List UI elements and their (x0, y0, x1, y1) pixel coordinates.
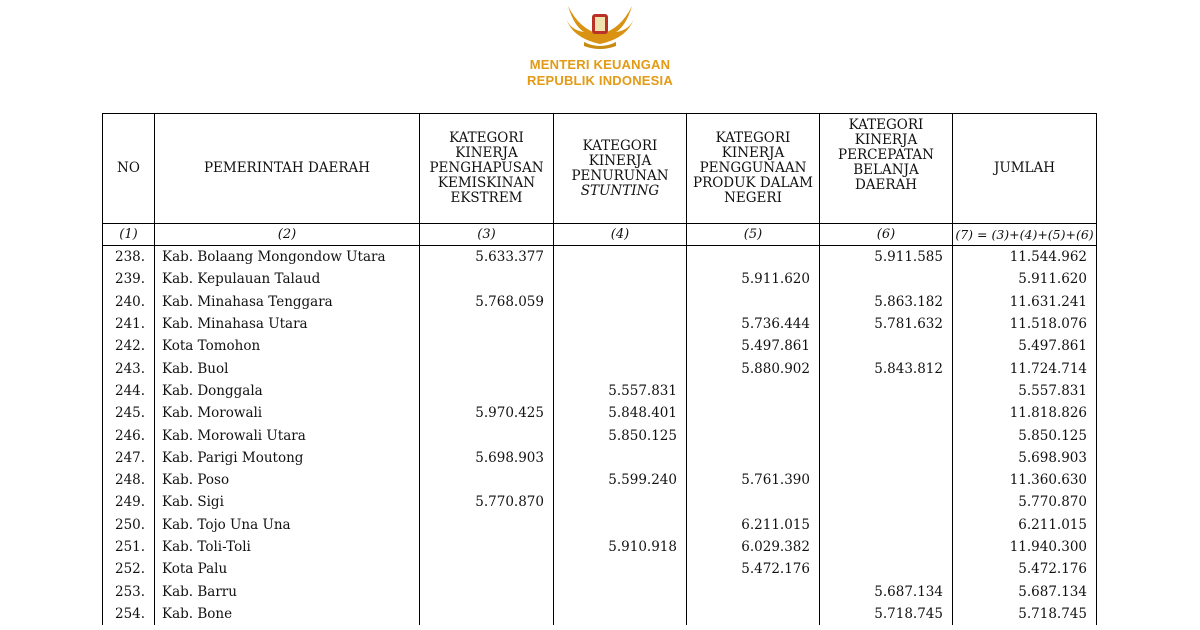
header-domestic-product: KATEGORI KINERJA PENGGUNAAN PRODUK DALAM NEGERI (687, 114, 820, 224)
cell-c6 (820, 469, 953, 491)
cell-total: 11.818.826 (953, 402, 1097, 424)
cell-c5: 5.736.444 (687, 313, 820, 335)
table-header-row (103, 114, 1097, 224)
cell-c5 (687, 580, 820, 602)
cell-c3 (420, 580, 554, 602)
column-index-row (103, 224, 1097, 246)
cell-no: 242. (103, 335, 155, 357)
header-poverty: KATEGORI KINERJA PENGHAPUSAN KEMISKINAN EKSTREM (420, 114, 554, 224)
cell-total: 5.911.620 (953, 268, 1097, 290)
cell-c5: 5.472.176 (687, 558, 820, 580)
table-row (103, 424, 1097, 446)
cell-c5 (687, 491, 820, 513)
cell-total: 5.850.125 (953, 424, 1097, 446)
cell-total: 5.557.831 (953, 380, 1097, 402)
cell-c3 (420, 469, 554, 491)
garuda-emblem-icon (560, 0, 640, 52)
table-row (103, 603, 1097, 625)
cell-c4: 5.848.401 (554, 402, 687, 424)
cell-c4 (554, 558, 687, 580)
cell-c4 (554, 514, 687, 536)
cell-no: 248. (103, 469, 155, 491)
table-row (103, 246, 1097, 269)
cell-c3: 5.698.903 (420, 447, 554, 469)
cell-c5: 5.497.861 (687, 335, 820, 357)
cell-c6: 5.781.632 (820, 313, 953, 335)
cell-no: 238. (103, 246, 155, 269)
header-total: JUMLAH (953, 114, 1097, 224)
cell-no: 240. (103, 291, 155, 313)
cell-name: Kab. Bone (155, 603, 420, 625)
cell-no: 245. (103, 402, 155, 424)
cell-no: 244. (103, 380, 155, 402)
table-row (103, 335, 1097, 357)
cell-c4: 5.557.831 (554, 380, 687, 402)
cell-no: 254. (103, 603, 155, 625)
cell-name: Kota Tomohon (155, 335, 420, 357)
cell-name: Kab. Donggala (155, 380, 420, 402)
cell-c3: 5.768.059 (420, 291, 554, 313)
cell-name: Kab. Buol (155, 357, 420, 379)
cell-total: 11.360.630 (953, 469, 1097, 491)
ministry-subtitle: REPUBLIK INDONESIA (527, 73, 673, 88)
cell-c3 (420, 558, 554, 580)
cell-total: 11.631.241 (953, 291, 1097, 313)
cell-name: Kab. Toli-Toli (155, 536, 420, 558)
index-cell: (1) (103, 224, 155, 246)
cell-c6: 5.718.745 (820, 603, 953, 625)
table-row (103, 402, 1097, 424)
cell-c3 (420, 357, 554, 379)
index-cell: (4) (554, 224, 687, 246)
cell-c6 (820, 491, 953, 513)
cell-c6 (820, 402, 953, 424)
cell-total: 11.518.076 (953, 313, 1097, 335)
index-cell: (3) (420, 224, 554, 246)
cell-c3 (420, 424, 554, 446)
header-spending: KATEGORI KINERJA PERCEPATAN BELANJA DAERAH (820, 114, 953, 224)
table-row (103, 536, 1097, 558)
table-row (103, 357, 1097, 379)
cell-total: 5.718.745 (953, 603, 1097, 625)
table-row (103, 380, 1097, 402)
cell-c5 (687, 603, 820, 625)
cell-c5: 5.761.390 (687, 469, 820, 491)
cell-name: Kab. Sigi (155, 491, 420, 513)
cell-c6 (820, 536, 953, 558)
cell-c6 (820, 514, 953, 536)
cell-total: 5.472.176 (953, 558, 1097, 580)
cell-c4: 5.850.125 (554, 424, 687, 446)
cell-no: 252. (103, 558, 155, 580)
table-row (103, 558, 1097, 580)
cell-c3: 5.770.870 (420, 491, 554, 513)
cell-c5 (687, 424, 820, 446)
cell-no: 243. (103, 357, 155, 379)
table-row (103, 291, 1097, 313)
cell-no: 249. (103, 491, 155, 513)
cell-c3 (420, 603, 554, 625)
cell-c4 (554, 580, 687, 602)
cell-c5 (687, 402, 820, 424)
cell-c6 (820, 447, 953, 469)
cell-c4 (554, 447, 687, 469)
cell-c5: 6.029.382 (687, 536, 820, 558)
cell-no: 251. (103, 536, 155, 558)
cell-c6: 5.911.585 (820, 246, 953, 269)
cell-c5: 5.911.620 (687, 268, 820, 290)
cell-c5: 6.211.015 (687, 514, 820, 536)
cell-no: 241. (103, 313, 155, 335)
index-cell: (5) (687, 224, 820, 246)
cell-c3 (420, 514, 554, 536)
cell-c4 (554, 313, 687, 335)
table-row (103, 491, 1097, 513)
cell-c3 (420, 313, 554, 335)
cell-name: Kab. Bolaang Mongondow Utara (155, 246, 420, 269)
cell-total: 5.497.861 (953, 335, 1097, 357)
cell-c4 (554, 246, 687, 269)
cell-name: Kab. Kepulauan Talaud (155, 268, 420, 290)
cell-name: Kab. Morowali (155, 402, 420, 424)
cell-no: 253. (103, 580, 155, 602)
cell-no: 246. (103, 424, 155, 446)
ministry-title: MENTERI KEUANGAN (529, 57, 671, 72)
header-stunting: KATEGORI KINERJA PENURUNAN STUNTING (554, 114, 687, 224)
cell-name: Kab. Barru (155, 580, 420, 602)
cell-name: Kab. Parigi Moutong (155, 447, 420, 469)
table-row (103, 514, 1097, 536)
cell-name: Kota Palu (155, 558, 420, 580)
cell-total: 11.544.962 (953, 246, 1097, 269)
cell-c6 (820, 424, 953, 446)
index-cell: (2) (155, 224, 420, 246)
cell-c3 (420, 380, 554, 402)
cell-c6: 5.687.134 (820, 580, 953, 602)
cell-name: Kab. Minahasa Tenggara (155, 291, 420, 313)
table-row (103, 313, 1097, 335)
header-region: PEMERINTAH DAERAH (155, 114, 420, 224)
cell-c4 (554, 357, 687, 379)
cell-c3: 5.970.425 (420, 402, 554, 424)
table-row (103, 580, 1097, 602)
cell-name: Kab. Morowali Utara (155, 424, 420, 446)
cell-c5: 5.880.902 (687, 357, 820, 379)
cell-name: Kab. Minahasa Utara (155, 313, 420, 335)
cell-c6 (820, 558, 953, 580)
cell-no: 239. (103, 268, 155, 290)
cell-c5 (687, 291, 820, 313)
cell-no: 250. (103, 514, 155, 536)
cell-c3 (420, 536, 554, 558)
cell-name: Kab. Poso (155, 469, 420, 491)
cell-total: 11.940.300 (953, 536, 1097, 558)
allocation-table (102, 113, 1097, 625)
index-cell: (6) (820, 224, 953, 246)
header-no: NO (103, 114, 155, 224)
cell-c3 (420, 268, 554, 290)
cell-c3 (420, 335, 554, 357)
cell-c4 (554, 291, 687, 313)
table-row (103, 469, 1097, 491)
cell-c4 (554, 491, 687, 513)
cell-name: Kab. Tojo Una Una (155, 514, 420, 536)
cell-c6 (820, 268, 953, 290)
cell-c6: 5.863.182 (820, 291, 953, 313)
cell-c4: 5.910.918 (554, 536, 687, 558)
cell-c5 (687, 380, 820, 402)
cell-total: 11.724.714 (953, 357, 1097, 379)
index-cell: (7) = (3)+(4)+(5)+(6) (953, 224, 1097, 246)
cell-c4 (554, 335, 687, 357)
cell-c5 (687, 246, 820, 269)
cell-total: 5.770.870 (953, 491, 1097, 513)
cell-c6 (820, 335, 953, 357)
table-body (103, 246, 1097, 626)
cell-c6 (820, 380, 953, 402)
cell-c4 (554, 268, 687, 290)
cell-total: 5.698.903 (953, 447, 1097, 469)
cell-total: 6.211.015 (953, 514, 1097, 536)
cell-no: 247. (103, 447, 155, 469)
table-row (103, 268, 1097, 290)
cell-c4: 5.599.240 (554, 469, 687, 491)
cell-c4 (554, 603, 687, 625)
cell-total: 5.687.134 (953, 580, 1097, 602)
cell-c6: 5.843.812 (820, 357, 953, 379)
table-row (103, 447, 1097, 469)
cell-c5 (687, 447, 820, 469)
cell-c3: 5.633.377 (420, 246, 554, 269)
